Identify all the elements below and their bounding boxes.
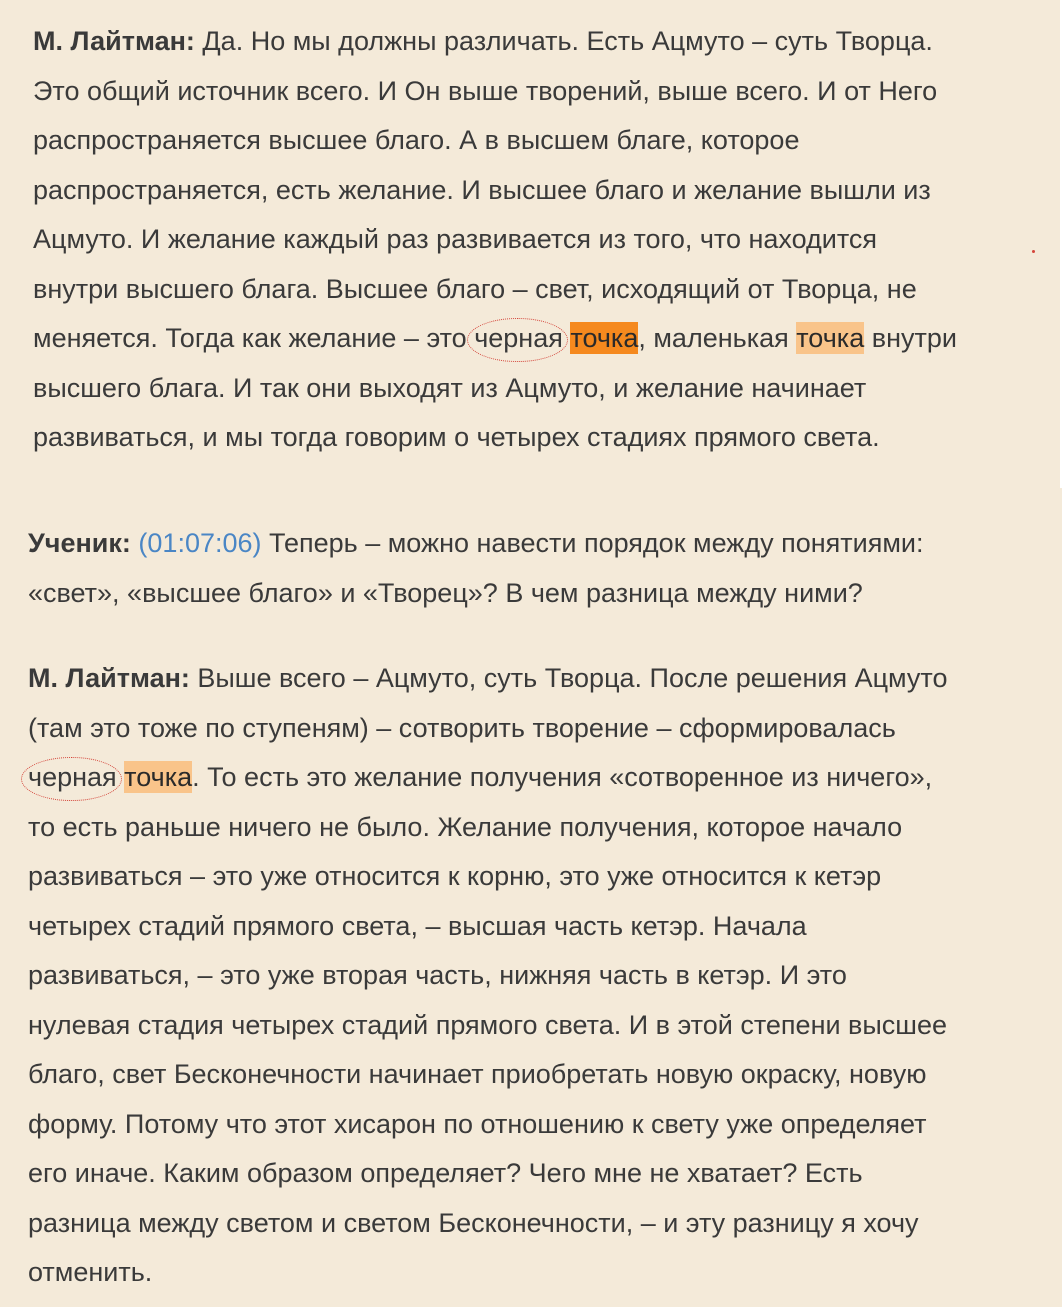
text: внутри: [864, 323, 957, 353]
line: распространяется высшее благо. А в высшем благе, которое: [33, 125, 800, 155]
line: развиваться – это уже относится к корню, это уже относится к кетэр: [28, 861, 882, 891]
line: высшего блага. И так они выходят из Ацмуто, и желание начинает: [33, 372, 867, 403]
speaker-label: Ученик:: [28, 528, 131, 558]
line: [28, 654, 948, 704]
line: благо, свет Бесконечности начинает приобретать новую окраску, новую: [28, 1059, 927, 1089]
search-highlight: точка: [796, 323, 865, 353]
paragraph-laitman-1: [33, 17, 957, 463]
circled-word: черная: [28, 762, 117, 792]
text: Да. Но мы должны различать. Есть Ацмуто – суть Творца.: [194, 26, 933, 56]
circled-word: черная: [474, 323, 563, 353]
annotation-dot: [1032, 250, 1035, 253]
line: развиваться, и мы тогда говорим о четырех стадиях прямого света.: [33, 422, 880, 452]
line: нулевая стадия четырех стадий прямого света. И в этой степени высшее: [28, 1009, 948, 1040]
paragraph-laitman-2: [28, 654, 948, 1298]
line: распространяется, есть желание. И высшее благо и желание вышли из: [33, 174, 931, 205]
line: форму. Потому что этот хисарон по отношению к свету уже определяет: [28, 1108, 927, 1139]
line: развиваться, – это уже вторая часть, нижняя часть в кетэр. И это: [28, 960, 847, 990]
search-highlight: точка: [124, 762, 193, 792]
line: внутри высшего блага. Высшее благо – свет, исходящий от Творца, не: [33, 273, 917, 304]
paragraph-student: [28, 519, 923, 618]
line: Ацмуто. И желание каждый раз развивается из того, что находится: [33, 224, 878, 254]
line: [28, 753, 948, 803]
line: «свет», «высшее благо» и «Творец»? В чем разница между ними?: [28, 577, 863, 608]
text: . То есть это желание получения «сотворенное из ничего»,: [192, 762, 933, 792]
text: Теперь – можно навести порядок между понятиями:: [261, 528, 924, 558]
line: его иначе. Каким образом определяет? Чего мне не хватает? Есть: [28, 1158, 863, 1188]
timecode-link[interactable]: (01:07:06): [138, 528, 262, 558]
speaker-label: М. Лайтман:: [28, 663, 190, 693]
speaker-label: М. Лайтман:: [33, 26, 195, 56]
line: [33, 314, 957, 364]
line: [28, 519, 923, 569]
text: Выше всего – Ацмуто, суть Творца. После решения Ацмуто: [189, 663, 948, 693]
search-highlight-active: точка: [570, 323, 639, 353]
text: меняется. Тогда как желание – это: [33, 323, 475, 353]
line: (там это тоже по ступеням) – сотворить творение – сформировалась: [28, 712, 896, 743]
line: четырех стадий прямого света, – высшая часть кетэр. Начала: [28, 910, 807, 941]
line: Это общий источник всего. И Он выше творений, выше всего. И от Него: [33, 75, 938, 106]
line: отменить.: [28, 1257, 153, 1287]
line: [33, 17, 957, 67]
text: , маленькая: [638, 323, 797, 353]
line: разница между светом и светом Бесконечности, – и эту разницу я хочу: [28, 1207, 919, 1238]
line: то есть раньше ничего не было. Желание получения, которое начало: [28, 811, 903, 842]
